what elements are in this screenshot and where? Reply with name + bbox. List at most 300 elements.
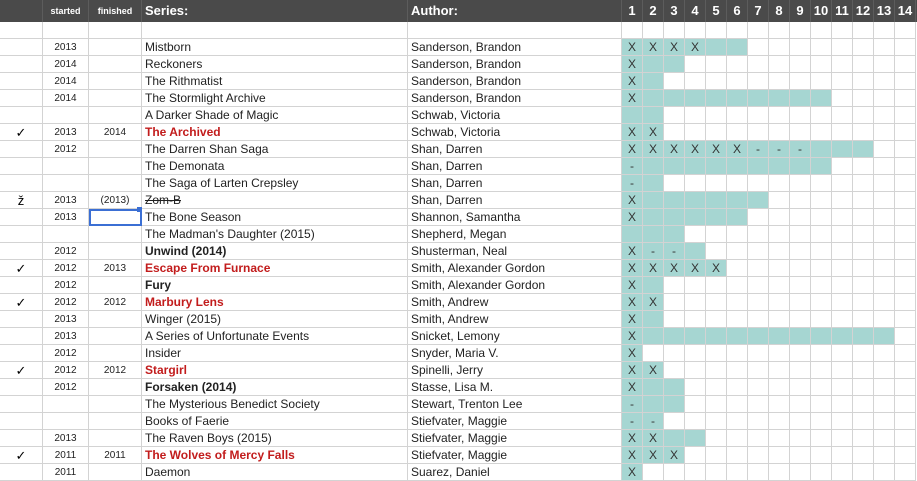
author-cell[interactable]: Stewart, Trenton Lee xyxy=(408,396,622,413)
book-13-cell[interactable] xyxy=(874,175,895,192)
finished-cell[interactable] xyxy=(89,277,142,294)
book-8-cell[interactable] xyxy=(769,192,790,209)
book-4-cell[interactable] xyxy=(685,73,706,90)
book-9-cell[interactable] xyxy=(790,260,811,277)
book-11-cell[interactable] xyxy=(832,39,853,56)
book-7-cell[interactable] xyxy=(748,243,769,260)
book-3-cell[interactable] xyxy=(664,22,685,39)
book-3-cell[interactable] xyxy=(664,430,685,447)
series-cell[interactable]: A Series of Unfortunate Events xyxy=(142,328,408,345)
header-book-7[interactable]: 7 xyxy=(748,0,769,22)
book-10-cell[interactable] xyxy=(811,22,832,39)
book-14-cell[interactable] xyxy=(895,328,916,345)
book-1-cell[interactable]: X xyxy=(622,328,643,345)
book-9-cell[interactable] xyxy=(790,22,811,39)
book-10-cell[interactable] xyxy=(811,328,832,345)
started-cell[interactable]: 2013 xyxy=(43,209,89,226)
book-3-cell[interactable]: X xyxy=(664,447,685,464)
book-11-cell[interactable] xyxy=(832,124,853,141)
book-7-cell[interactable] xyxy=(748,430,769,447)
book-8-cell[interactable] xyxy=(769,107,790,124)
book-5-cell[interactable] xyxy=(706,311,727,328)
series-cell[interactable]: A Darker Shade of Magic xyxy=(142,107,408,124)
book-12-cell[interactable] xyxy=(853,39,874,56)
book-2-cell[interactable] xyxy=(643,107,664,124)
book-13-cell[interactable] xyxy=(874,39,895,56)
started-cell[interactable] xyxy=(43,226,89,243)
book-7-cell[interactable] xyxy=(748,39,769,56)
check-cell[interactable] xyxy=(0,396,43,413)
finished-cell[interactable] xyxy=(89,209,142,226)
book-4-cell[interactable] xyxy=(685,226,706,243)
book-12-cell[interactable] xyxy=(853,56,874,73)
book-14-cell[interactable] xyxy=(895,396,916,413)
header-book-3[interactable]: 3 xyxy=(664,0,685,22)
book-6-cell[interactable] xyxy=(727,39,748,56)
book-5-cell[interactable] xyxy=(706,73,727,90)
book-1-cell[interactable] xyxy=(622,22,643,39)
book-14-cell[interactable] xyxy=(895,22,916,39)
started-cell[interactable]: 2013 xyxy=(43,328,89,345)
book-4-cell[interactable] xyxy=(685,56,706,73)
book-7-cell[interactable] xyxy=(748,379,769,396)
book-4-cell[interactable] xyxy=(685,22,706,39)
book-5-cell[interactable] xyxy=(706,209,727,226)
check-cell[interactable] xyxy=(0,226,43,243)
started-cell[interactable]: 2013 xyxy=(43,311,89,328)
book-13-cell[interactable] xyxy=(874,56,895,73)
book-9-cell[interactable] xyxy=(790,90,811,107)
author-cell[interactable]: Stiefvater, Maggie xyxy=(408,430,622,447)
book-11-cell[interactable] xyxy=(832,192,853,209)
book-12-cell[interactable] xyxy=(853,345,874,362)
book-4-cell[interactable] xyxy=(685,328,706,345)
book-9-cell[interactable] xyxy=(790,396,811,413)
started-cell[interactable]: 2012 xyxy=(43,243,89,260)
header-finished[interactable]: finished xyxy=(89,0,142,22)
book-9-cell[interactable] xyxy=(790,175,811,192)
book-13-cell[interactable] xyxy=(874,311,895,328)
book-1-cell[interactable]: X xyxy=(622,56,643,73)
started-cell[interactable]: 2013 xyxy=(43,192,89,209)
started-cell[interactable]: 2013 xyxy=(43,39,89,56)
book-11-cell[interactable] xyxy=(832,56,853,73)
book-10-cell[interactable] xyxy=(811,209,832,226)
book-4-cell[interactable] xyxy=(685,362,706,379)
finished-cell[interactable] xyxy=(89,311,142,328)
book-8-cell[interactable] xyxy=(769,328,790,345)
book-11-cell[interactable] xyxy=(832,175,853,192)
book-13-cell[interactable] xyxy=(874,124,895,141)
book-2-cell[interactable]: X xyxy=(643,447,664,464)
book-7-cell[interactable] xyxy=(748,311,769,328)
book-4-cell[interactable] xyxy=(685,294,706,311)
author-cell[interactable]: Snyder, Maria V. xyxy=(408,345,622,362)
series-cell[interactable]: Stargirl xyxy=(142,362,408,379)
book-3-cell[interactable] xyxy=(664,362,685,379)
book-2-cell[interactable] xyxy=(643,277,664,294)
book-10-cell[interactable] xyxy=(811,447,832,464)
book-8-cell[interactable] xyxy=(769,447,790,464)
book-2-cell[interactable] xyxy=(643,396,664,413)
book-14-cell[interactable] xyxy=(895,141,916,158)
book-9-cell[interactable] xyxy=(790,56,811,73)
book-11-cell[interactable] xyxy=(832,22,853,39)
book-3-cell[interactable] xyxy=(664,90,685,107)
book-6-cell[interactable] xyxy=(727,464,748,481)
finished-cell[interactable] xyxy=(89,175,142,192)
book-14-cell[interactable] xyxy=(895,158,916,175)
book-10-cell[interactable] xyxy=(811,345,832,362)
book-12-cell[interactable] xyxy=(853,107,874,124)
book-10-cell[interactable] xyxy=(811,158,832,175)
book-4-cell[interactable] xyxy=(685,175,706,192)
header-book-9[interactable]: 9 xyxy=(790,0,811,22)
book-4-cell[interactable] xyxy=(685,430,706,447)
book-11-cell[interactable] xyxy=(832,464,853,481)
book-14-cell[interactable] xyxy=(895,192,916,209)
check-cell[interactable]: ✓ xyxy=(0,124,43,141)
book-14-cell[interactable] xyxy=(895,294,916,311)
book-13-cell[interactable] xyxy=(874,396,895,413)
header-book-13[interactable]: 13 xyxy=(874,0,895,22)
check-cell[interactable]: ✓ xyxy=(0,294,43,311)
book-5-cell[interactable] xyxy=(706,413,727,430)
book-13-cell[interactable] xyxy=(874,464,895,481)
book-7-cell[interactable] xyxy=(748,345,769,362)
book-4-cell[interactable] xyxy=(685,447,706,464)
series-cell[interactable]: The Stormlight Archive xyxy=(142,90,408,107)
book-10-cell[interactable] xyxy=(811,39,832,56)
series-cell[interactable]: Escape From Furnace xyxy=(142,260,408,277)
book-13-cell[interactable] xyxy=(874,226,895,243)
book-5-cell[interactable] xyxy=(706,192,727,209)
book-12-cell[interactable] xyxy=(853,209,874,226)
book-7-cell[interactable] xyxy=(748,362,769,379)
author-cell[interactable]: Stasse, Lisa M. xyxy=(408,379,622,396)
book-5-cell[interactable] xyxy=(706,39,727,56)
book-4-cell[interactable] xyxy=(685,345,706,362)
header-check[interactable] xyxy=(0,0,43,22)
book-11-cell[interactable] xyxy=(832,294,853,311)
check-cell[interactable] xyxy=(0,22,43,39)
author-cell[interactable]: Smith, Alexander Gordon xyxy=(408,260,622,277)
book-1-cell[interactable]: - xyxy=(622,413,643,430)
author-cell[interactable]: Smith, Alexander Gordon xyxy=(408,277,622,294)
book-5-cell[interactable] xyxy=(706,294,727,311)
finished-cell[interactable] xyxy=(89,464,142,481)
selection-fill-handle[interactable] xyxy=(137,207,142,212)
book-7-cell[interactable]: - xyxy=(748,141,769,158)
book-11-cell[interactable] xyxy=(832,226,853,243)
book-9-cell[interactable] xyxy=(790,124,811,141)
book-6-cell[interactable] xyxy=(727,22,748,39)
book-2-cell[interactable] xyxy=(643,22,664,39)
book-10-cell[interactable] xyxy=(811,413,832,430)
book-6-cell[interactable] xyxy=(727,430,748,447)
book-7-cell[interactable] xyxy=(748,56,769,73)
book-5-cell[interactable] xyxy=(706,22,727,39)
book-5-cell[interactable]: X xyxy=(706,141,727,158)
book-2-cell[interactable]: X xyxy=(643,124,664,141)
book-9-cell[interactable] xyxy=(790,447,811,464)
started-cell[interactable]: 2012 xyxy=(43,379,89,396)
book-10-cell[interactable] xyxy=(811,226,832,243)
book-11-cell[interactable] xyxy=(832,107,853,124)
series-cell[interactable]: The Bone Season xyxy=(142,209,408,226)
book-6-cell[interactable] xyxy=(727,311,748,328)
finished-cell[interactable] xyxy=(89,90,142,107)
book-9-cell[interactable] xyxy=(790,430,811,447)
book-7-cell[interactable] xyxy=(748,328,769,345)
book-12-cell[interactable] xyxy=(853,464,874,481)
book-3-cell[interactable] xyxy=(664,396,685,413)
book-12-cell[interactable] xyxy=(853,413,874,430)
book-6-cell[interactable] xyxy=(727,294,748,311)
book-7-cell[interactable] xyxy=(748,447,769,464)
author-cell[interactable]: Snicket, Lemony xyxy=(408,328,622,345)
finished-cell[interactable] xyxy=(89,158,142,175)
header-book-10[interactable]: 10 xyxy=(811,0,832,22)
book-6-cell[interactable] xyxy=(727,56,748,73)
book-11-cell[interactable] xyxy=(832,328,853,345)
check-cell[interactable]: ✓ xyxy=(0,362,43,379)
book-1-cell[interactable]: X xyxy=(622,260,643,277)
started-cell[interactable] xyxy=(43,413,89,430)
book-11-cell[interactable] xyxy=(832,209,853,226)
book-10-cell[interactable] xyxy=(811,311,832,328)
book-8-cell[interactable] xyxy=(769,158,790,175)
book-6-cell[interactable] xyxy=(727,107,748,124)
check-cell[interactable] xyxy=(0,413,43,430)
book-10-cell[interactable] xyxy=(811,260,832,277)
started-cell[interactable] xyxy=(43,158,89,175)
book-9-cell[interactable] xyxy=(790,243,811,260)
author-cell[interactable]: Stiefvater, Maggie xyxy=(408,413,622,430)
book-3-cell[interactable] xyxy=(664,73,685,90)
book-8-cell[interactable] xyxy=(769,124,790,141)
author-cell[interactable] xyxy=(408,22,622,39)
book-6-cell[interactable]: X xyxy=(727,141,748,158)
book-11-cell[interactable] xyxy=(832,260,853,277)
book-7-cell[interactable] xyxy=(748,192,769,209)
book-11-cell[interactable] xyxy=(832,73,853,90)
book-8-cell[interactable] xyxy=(769,73,790,90)
book-11-cell[interactable] xyxy=(832,277,853,294)
book-7-cell[interactable] xyxy=(748,175,769,192)
book-12-cell[interactable] xyxy=(853,90,874,107)
book-14-cell[interactable] xyxy=(895,39,916,56)
book-5-cell[interactable] xyxy=(706,158,727,175)
book-2-cell[interactable]: X xyxy=(643,430,664,447)
book-4-cell[interactable]: X xyxy=(685,260,706,277)
book-12-cell[interactable] xyxy=(853,124,874,141)
book-5-cell[interactable] xyxy=(706,328,727,345)
book-1-cell[interactable]: X xyxy=(622,447,643,464)
author-cell[interactable]: Shan, Darren xyxy=(408,175,622,192)
book-6-cell[interactable] xyxy=(727,209,748,226)
book-8-cell[interactable] xyxy=(769,413,790,430)
finished-cell[interactable]: 2012 xyxy=(89,362,142,379)
check-cell[interactable] xyxy=(0,379,43,396)
series-cell[interactable]: Books of Faerie xyxy=(142,413,408,430)
book-10-cell[interactable] xyxy=(811,107,832,124)
book-9-cell[interactable] xyxy=(790,73,811,90)
author-cell[interactable]: Sanderson, Brandon xyxy=(408,90,622,107)
book-10-cell[interactable] xyxy=(811,464,832,481)
book-14-cell[interactable] xyxy=(895,277,916,294)
book-13-cell[interactable] xyxy=(874,362,895,379)
book-2-cell[interactable] xyxy=(643,328,664,345)
book-9-cell[interactable] xyxy=(790,345,811,362)
book-1-cell[interactable]: X xyxy=(622,277,643,294)
series-cell[interactable]: The Saga of Larten Crepsley xyxy=(142,175,408,192)
started-cell[interactable]: 2012 xyxy=(43,362,89,379)
series-cell[interactable] xyxy=(142,22,408,39)
book-6-cell[interactable] xyxy=(727,243,748,260)
book-5-cell[interactable]: X xyxy=(706,260,727,277)
book-3-cell[interactable] xyxy=(664,379,685,396)
book-1-cell[interactable]: X xyxy=(622,294,643,311)
header-book-14[interactable]: 14 xyxy=(895,0,916,22)
book-12-cell[interactable] xyxy=(853,430,874,447)
book-9-cell[interactable] xyxy=(790,294,811,311)
book-13-cell[interactable] xyxy=(874,90,895,107)
book-7-cell[interactable] xyxy=(748,209,769,226)
book-5-cell[interactable] xyxy=(706,464,727,481)
series-cell[interactable]: The Wolves of Mercy Falls xyxy=(142,447,408,464)
book-11-cell[interactable] xyxy=(832,396,853,413)
book-9-cell[interactable] xyxy=(790,413,811,430)
book-10-cell[interactable] xyxy=(811,277,832,294)
book-2-cell[interactable] xyxy=(643,226,664,243)
author-cell[interactable]: Shan, Darren xyxy=(408,141,622,158)
book-14-cell[interactable] xyxy=(895,124,916,141)
started-cell[interactable] xyxy=(43,107,89,124)
book-5-cell[interactable] xyxy=(706,226,727,243)
header-book-4[interactable]: 4 xyxy=(685,0,706,22)
book-5-cell[interactable] xyxy=(706,379,727,396)
book-6-cell[interactable] xyxy=(727,226,748,243)
book-3-cell[interactable] xyxy=(664,175,685,192)
book-14-cell[interactable] xyxy=(895,90,916,107)
book-12-cell[interactable] xyxy=(853,192,874,209)
book-4-cell[interactable]: X xyxy=(685,141,706,158)
book-9-cell[interactable] xyxy=(790,226,811,243)
started-cell[interactable]: 2012 xyxy=(43,260,89,277)
book-2-cell[interactable] xyxy=(643,209,664,226)
book-4-cell[interactable] xyxy=(685,243,706,260)
check-cell[interactable] xyxy=(0,328,43,345)
book-3-cell[interactable] xyxy=(664,209,685,226)
check-cell[interactable] xyxy=(0,311,43,328)
book-13-cell[interactable] xyxy=(874,22,895,39)
book-4-cell[interactable] xyxy=(685,396,706,413)
book-1-cell[interactable]: X xyxy=(622,362,643,379)
book-10-cell[interactable] xyxy=(811,430,832,447)
finished-cell[interactable] xyxy=(89,107,142,124)
finished-cell[interactable] xyxy=(89,328,142,345)
check-cell[interactable] xyxy=(0,107,43,124)
book-11-cell[interactable] xyxy=(832,447,853,464)
author-cell[interactable]: Smith, Andrew xyxy=(408,311,622,328)
book-12-cell[interactable] xyxy=(853,243,874,260)
finished-cell[interactable]: 2014 xyxy=(89,124,142,141)
started-cell[interactable]: 2011 xyxy=(43,464,89,481)
book-14-cell[interactable] xyxy=(895,362,916,379)
book-13-cell[interactable] xyxy=(874,277,895,294)
book-8-cell[interactable] xyxy=(769,464,790,481)
book-1-cell[interactable]: X xyxy=(622,243,643,260)
book-2-cell[interactable]: - xyxy=(643,413,664,430)
book-7-cell[interactable] xyxy=(748,294,769,311)
book-1-cell[interactable]: X xyxy=(622,430,643,447)
book-3-cell[interactable] xyxy=(664,192,685,209)
book-1-cell[interactable]: X xyxy=(622,464,643,481)
book-13-cell[interactable] xyxy=(874,430,895,447)
book-5-cell[interactable] xyxy=(706,56,727,73)
book-4-cell[interactable] xyxy=(685,464,706,481)
book-13-cell[interactable] xyxy=(874,328,895,345)
book-6-cell[interactable] xyxy=(727,90,748,107)
series-cell[interactable]: Marbury Lens xyxy=(142,294,408,311)
series-cell[interactable]: The Darren Shan Saga xyxy=(142,141,408,158)
book-1-cell[interactable]: - xyxy=(622,158,643,175)
book-8-cell[interactable] xyxy=(769,345,790,362)
book-11-cell[interactable] xyxy=(832,311,853,328)
book-13-cell[interactable] xyxy=(874,158,895,175)
book-12-cell[interactable] xyxy=(853,277,874,294)
book-5-cell[interactable] xyxy=(706,396,727,413)
check-cell[interactable] xyxy=(0,141,43,158)
book-10-cell[interactable] xyxy=(811,90,832,107)
header-book-6[interactable]: 6 xyxy=(727,0,748,22)
book-7-cell[interactable] xyxy=(748,396,769,413)
check-cell[interactable]: ✓ xyxy=(0,447,43,464)
book-13-cell[interactable] xyxy=(874,209,895,226)
book-7-cell[interactable] xyxy=(748,158,769,175)
book-2-cell[interactable]: X xyxy=(643,362,664,379)
author-cell[interactable]: Sanderson, Brandon xyxy=(408,56,622,73)
book-5-cell[interactable] xyxy=(706,90,727,107)
author-cell[interactable]: Spinelli, Jerry xyxy=(408,362,622,379)
book-12-cell[interactable] xyxy=(853,328,874,345)
book-7-cell[interactable] xyxy=(748,90,769,107)
check-cell[interactable]: ✓ xyxy=(0,260,43,277)
book-12-cell[interactable] xyxy=(853,362,874,379)
series-cell[interactable]: Forsaken (2014) xyxy=(142,379,408,396)
book-14-cell[interactable] xyxy=(895,73,916,90)
book-2-cell[interactable]: - xyxy=(643,243,664,260)
book-2-cell[interactable] xyxy=(643,345,664,362)
book-14-cell[interactable] xyxy=(895,413,916,430)
book-4-cell[interactable]: X xyxy=(685,39,706,56)
book-8-cell[interactable] xyxy=(769,243,790,260)
check-cell[interactable] xyxy=(0,39,43,56)
book-10-cell[interactable] xyxy=(811,124,832,141)
finished-cell[interactable] xyxy=(89,396,142,413)
book-2-cell[interactable] xyxy=(643,158,664,175)
book-10-cell[interactable] xyxy=(811,294,832,311)
book-3-cell[interactable] xyxy=(664,413,685,430)
check-cell[interactable] xyxy=(0,56,43,73)
series-cell[interactable]: Unwind (2014) xyxy=(142,243,408,260)
book-11-cell[interactable] xyxy=(832,362,853,379)
book-10-cell[interactable] xyxy=(811,56,832,73)
book-2-cell[interactable]: X xyxy=(643,260,664,277)
started-cell[interactable]: 2013 xyxy=(43,430,89,447)
check-cell[interactable] xyxy=(0,158,43,175)
